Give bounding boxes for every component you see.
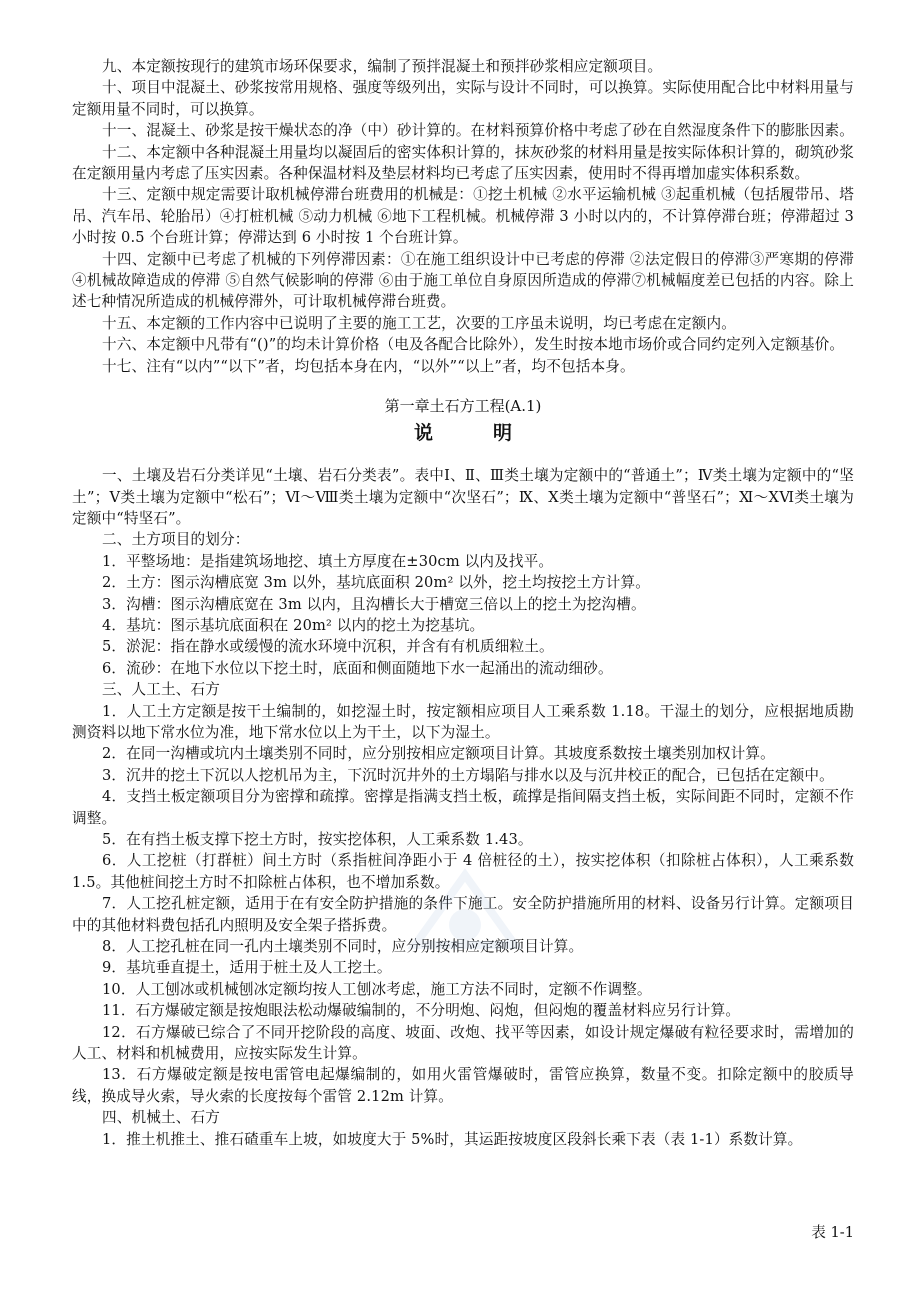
list-item: 6．流砂：在地下水位以下挖土时，底面和侧面随地下水一起涌出的流动细砂。 (102, 659, 613, 677)
list-item: 2．土方：图示沟槽底宽 3m 以外，基坑底面积 20m² 以外，挖土均按挖土方计算。 (102, 574, 650, 592)
list-item: 7．人工挖孔桩定额，适用于在有安全防护措施的条件下施工。安全防护措施所用的材料、设备另行计算。定额项目中的其他材料费包括孔内照明及安全架子搭拆费。 (72, 895, 854, 934)
heading-char-left: 说 (413, 422, 433, 445)
list-item: 2．在同一沟槽或坑内土壤类别不同时，应分别按相应定额项目计算。其坡度系数按土壤类别加权计算。 (102, 745, 775, 763)
chapter-title: 第一章土石方工程(A.1) (384, 397, 542, 416)
note-17: 十七、注有“以内”“以下”者，均包括本身在内，“以外”“以上”者，均不包括本身。 (102, 357, 635, 375)
soil-classification-paragraph: 一、土壤及岩石分类详见“土壤、岩石分类表”。表中Ⅰ、Ⅱ、Ⅲ类土壤为定额中的“普通土”；Ⅳ类土壤为定额中的“坚土”；Ⅴ类土壤为定额中“松石”；Ⅵ～Ⅷ类土壤为定额中“次坚石”；Ⅸ、Ⅹ类土壤为定额中“普坚石”；Ⅺ～ⅩⅥ类土壤为定额中“特坚石”。 (72, 467, 854, 527)
list-item: 1．人工土方定额是按干土编制的，如挖湿土时，按定额相应项目人工乘系数 1.18。干湿土的划分，应根据地质勘测资料以地下常水位为准，地下常水位以上为干土，以下为湿土。 (72, 702, 854, 741)
watermark-logo (395, 855, 535, 975)
list-item: 1．推土机推土、推石碴重车上坡，如坡度大于 5%时，其运距按坡度区段斜长乘下表（表 1-1）系数计算。 (102, 1130, 803, 1148)
general-notes (72, 56, 854, 377)
list-item: 12．石方爆破已综合了不同开挖阶段的高度、坡面、改炮、找平等因素，如设计规定爆破有粒径要求时，需增加的人工、材料和机械费用，应按实际发生计算。 (72, 1023, 854, 1063)
list-item: 4．支挡土板定额项目分为密撑和疏撑。密撑是指满支挡土板，疏撑是指间隔支挡土板，实际间距不同时，定额不作调整。 (72, 788, 854, 827)
heading-char-right: 明 (493, 422, 513, 445)
section-3-heading: 三、人工土、石方 (102, 681, 220, 699)
list-item: 6．人工挖桩（打群桩）间土方时（系指桩间净距小于 4 倍桩径的土），按实挖体积（扣除桩占体积），人工乘系数 1.5。其他桩间挖土方时不扣除桩占体积，也不增加系数。 (72, 852, 854, 891)
note-14: 十四、定额中已考虑了机械的下列停滞因素：①在施工组织设计中已考虑的停滞 ②法定假日的停滞③严寒期的停滞 ④机械故障造成的停滞 ⑤自然气候影响的停滞 ⑥由于施工单位自身原因所造成的停滞⑦机械幅度差已包括的内容。除上述七种情况所造成的机械停滞外，可计取机械停滞台班费。 (72, 250, 854, 311)
note-9: 九、本定额按现行的建筑市场环保要求，编制了预拌混凝土和预拌砂浆相应定额项目。 (102, 58, 663, 75)
list-item: 10．人工刨冰或机械刨冰定额均按人工刨冰考虑，施工方法不同时，定额不作调整。 (102, 980, 652, 998)
note-11: 十一、混凝土、砂浆是按干燥状态的净（中）砂计算的。在材料预算价格中考虑了砂在自然湿度条件下的膨胀因素。 (102, 122, 854, 140)
list-item: 5．淤泥：指在静水或缓慢的流水环境中沉积，并含有有机质细粒土。 (102, 638, 554, 656)
note-10: 十、项目中混凝土、砂浆按常用规格、强度等级列出，实际与设计不同时，可以换算。实际使用配合比中材料用量与定额用量不同时，可以换算。 (72, 79, 854, 118)
list-item: 1．平整场地：是指建筑场地挖、填土方厚度在±30cm 以内及找平。 (102, 552, 554, 570)
list-item: 4．基坑：图示基坑底面积在 20m² 以内的挖土为挖基坑。 (102, 616, 485, 634)
section-heading (72, 419, 854, 447)
list-item: 3．沟槽：图示沟槽底宽在 3m 以内，且沟槽长大于槽宽三倍以上的挖土为挖沟槽。 (102, 595, 646, 613)
list-item: 9．基坑垂直提土，适用于桩土及人工挖土。 (102, 959, 392, 977)
chapter-notes (72, 465, 854, 1150)
section-2-heading: 二、土方项目的划分： (102, 531, 250, 549)
note-12: 十二、本定额中各种混凝土用量均以凝固后的密实体积计算的，抹灰砂浆的材料用量是按实际体积计算的，砌筑砂浆在定额用量内考虑了压实因素。各种保温材料及垫层材料均已考虑了压实因素，使用时不得再增加虚实体积系数。 (72, 143, 854, 183)
section-4-heading: 四、机械土、石方 (102, 1109, 220, 1127)
note-15: 十五、本定额的工作内容中已说明了主要的施工工艺，次要的工序虽未说明，均已考虑在定额内。 (102, 314, 736, 332)
note-16: 十六、本定额中凡带有“()”的均未计算价格（电及各配合比除外），发生时按本地市场价或合同约定列入定额基价。 (102, 336, 845, 354)
list-item: 5．在有挡土板支撑下挖土方时，按实挖体积，人工乘系数 1.43。 (102, 831, 533, 848)
list-item: 11．石方爆破定额是按炮眼法松动爆破编制的，不分明炮、闷炮，但闷炮的覆盖材料应另行计算。 (102, 1002, 741, 1020)
table-label: 表 1-1 (811, 1224, 854, 1241)
list-item: 13．石方爆破定额是按电雷管电起爆编制的，如用火雷管爆破时，雷管应换算，数量不变。扣除定额中的胶质导线，换成导火索，导火索的长度按每个雷管 2.12m 计算。 (72, 1066, 854, 1105)
list-item: 8．人工挖孔桩在同一孔内土壤类别不同时，应分别按相应定额项目计算。 (102, 938, 584, 956)
note-13: 十三、定额中规定需要计取机械停滞台班费用的机械是：①挖土机械 ②水平运输机械 ③起重机械（包括履带吊、塔吊、汽车吊、轮胎吊）④打桩机械 ⑤动力机械 ⑥地下工程机械。机械停滞 3 小时以内的，不计算停滞台班；停滞超过 3 小时按 0.5 个台班计算；停滞达到 6 小时按 1 个台班计算。 (72, 186, 854, 247)
text-column (72, 56, 854, 1150)
list-item: 3．沉井的挖土下沉以人挖机吊为主，下沉时沉井外的土方塌陷与排水以及与沉井校正的配合，已包括在定额中。 (102, 766, 834, 784)
